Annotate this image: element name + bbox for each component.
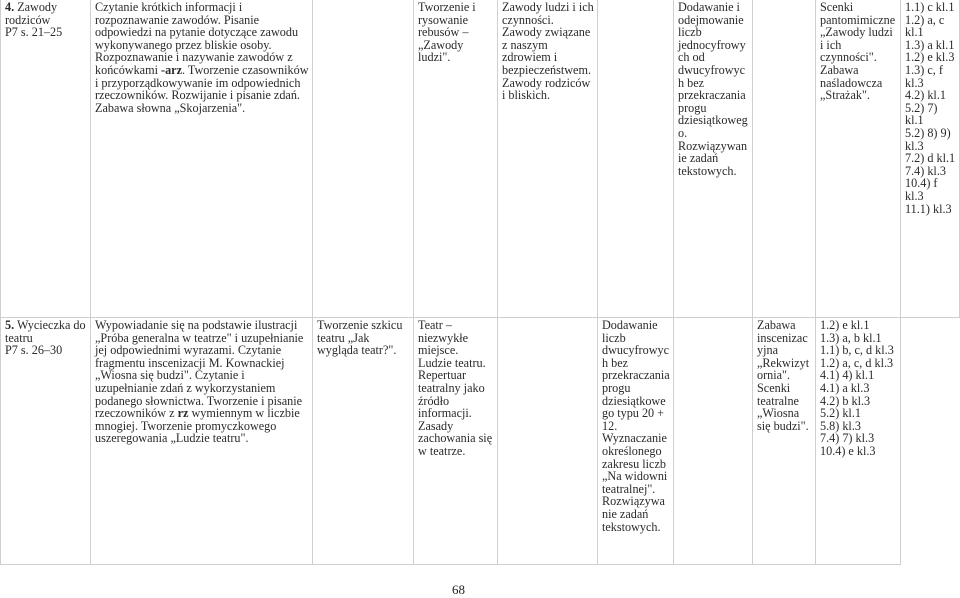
table-row [1, 0, 960, 318]
table-row [1, 318, 960, 565]
movement-cell: Zabawa inscenizacyjna „Rekwizytornia". Scenki teatralne „Wiosna się budzi". [753, 318, 816, 565]
social-cell: Zawody ludzi i ich czynności. Zawody związane z naszym zdrowiem i bezpieczeństwem. Zawody rodziców i bliskich. [498, 0, 598, 318]
curriculum-reference: 1.3) c, f kl.3 [905, 62, 943, 90]
curriculum-reference: 1.1) c kl.1 [905, 0, 955, 14]
curriculum-reference: 4.1) a kl.3 [820, 380, 870, 395]
tech-cell [674, 318, 753, 565]
art-cell: Tworzenie szkicu teatru „Jak wygląda teatr?". [313, 318, 414, 565]
nature-cell [598, 0, 674, 318]
curriculum-reference: 10.4) f kl.3 [905, 176, 938, 203]
lesson-cell: 5. Wycieczka do teatru P7 s. 26–30 [1, 318, 91, 565]
curriculum-reference: 4.1) 4) kl.1 [820, 368, 875, 383]
tech-cell [753, 0, 816, 318]
curriculum-reference: 1.2) e kl.1 [820, 318, 870, 332]
curriculum-reference: 1.1) b, c, d kl.3 [820, 343, 894, 358]
curriculum-reference: 1.3) a kl.1 [905, 37, 955, 52]
refs-cell [901, 0, 960, 318]
curriculum-reference: 5.2) kl.1 [820, 406, 861, 421]
curriculum-reference: 5.8) kl.3 [820, 418, 861, 433]
math-cell: Dodawanie liczb dwucyfrowych bez przekraczania progu dziesiątkowego typu 20 + 12. Wyznaczanie określonego zakresu liczb „Na widowni teatralnej". Rozwiązywanie zadań tekstowych. [598, 318, 674, 565]
language-cell: Wypowiadanie się na podstawie ilustracji „Próba generalna w teatrze" i uzupełnianie jej odpowiednimi wyrazami. Czytanie fragmentu inscenizacji M. Kownackiej „Wiosna się budzi". Czytanie i uzupełnianie zdań z wykorzystaniem podanego słownictwa. Tworzenie i pisanie rzeczowników z rz wymiennym w liczbie mnogiej. Tworzenie promyczkowego uszeregowania „Ludzie teatru". [91, 318, 313, 565]
curriculum-reference: 1.2) a, c kl.1 [905, 12, 945, 40]
language-cell: Czytanie krótkich informacji i rozpoznawanie zawodów. Pisanie odpowiedzi na pytanie dotyczące zawodu wykonywanego przez bliskie osoby. Rozpoznawanie i nazywanie zawodów z końcówkami -arz. Tworzenie czasowników i przyporządkowywanie im odpowiednich rzeczowników. Rozwijanie i pisanie zdań. Zabawa słowna „Skojarzenia". [91, 0, 313, 318]
curriculum-reference: 7.2) d kl.1 [905, 151, 956, 166]
curriculum-reference: 1.2) a, c, d kl.3 [820, 355, 894, 370]
curriculum-reference: 4.2) kl.1 [905, 88, 946, 103]
art-cell: Tworzenie i rysowanie rebusów – „Zawody ludzi". [414, 0, 498, 318]
social-cell: Teatr – niezwykłe miejsce. Ludzie teatru. Repertuar teatralny jako źródło informacji. Zasady zachowania się w teatrze. [414, 318, 498, 565]
math-cell: Dodawanie i odejmowanie liczb jednocyfrowych od dwucyfrowych bez przekraczania progu dziesiątkowego. Rozwiązywanie zadań tekstowych. [674, 0, 753, 318]
curriculum-reference: 5.2) 7) kl.1 [905, 100, 938, 128]
lesson-cell: 4. Zawody rodziców P7 s. 21–25 [1, 0, 91, 318]
movement-cell: Scenki pantomimiczne „Zawody ludzi i ich czynności". Zabawa naśladowcza „Strażak". [816, 0, 901, 318]
curriculum-reference: 10.4) e kl.3 [820, 443, 876, 458]
curriculum-reference: 5.2) 8) 9) kl.3 [905, 125, 951, 153]
curriculum-reference: 11.1) kl.3 [905, 201, 952, 216]
curriculum-reference: 7.4) 7) kl.3 [820, 431, 875, 446]
empty-cell [313, 0, 414, 318]
curriculum-reference: 4.2) b kl.3 [820, 393, 871, 408]
nature-cell [498, 318, 598, 565]
curriculum-reference: 1.3) a, b kl.1 [820, 330, 882, 345]
refs-cell [816, 318, 901, 565]
page-number: 68 [452, 582, 465, 597]
curriculum-reference: 1.2) e kl.3 [905, 50, 955, 65]
curriculum-reference: 7.4) kl.3 [905, 163, 946, 178]
